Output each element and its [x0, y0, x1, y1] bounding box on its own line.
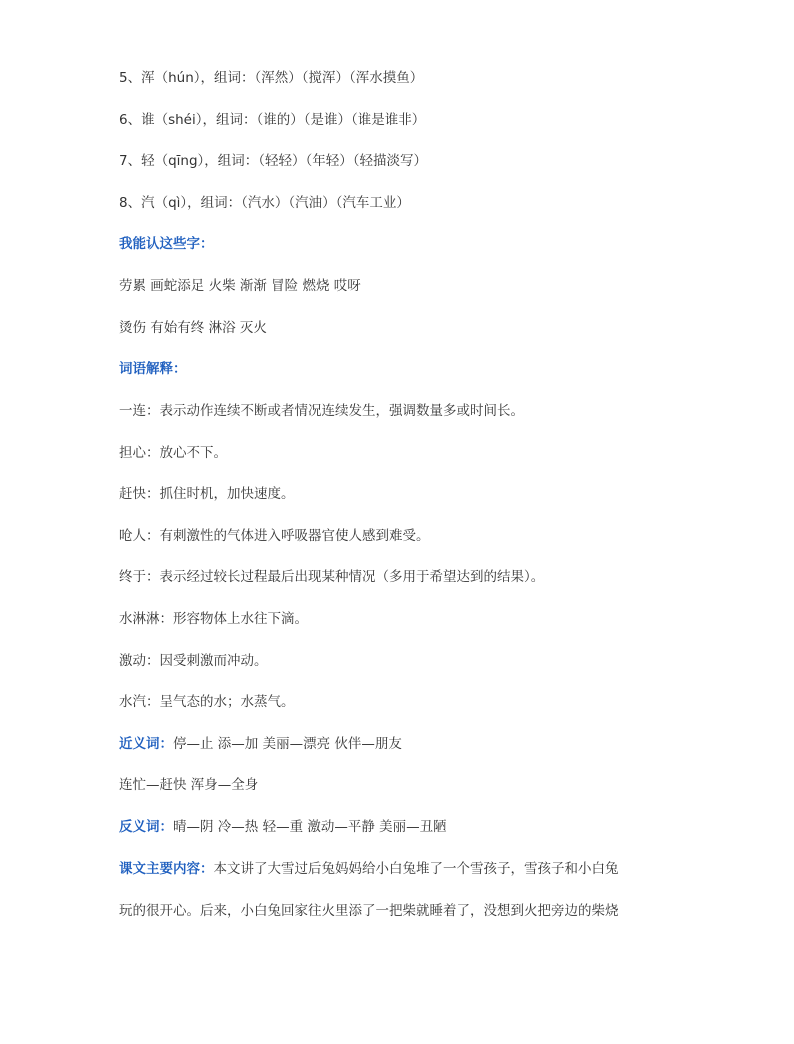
explain-heading: 词语解释： [119, 361, 187, 377]
vocab-line-5: 5、浑（hún），组词：（浑然）（搅浑）（浑水摸鱼） [119, 70, 424, 86]
explain-line: 水淋淋：形容物体上水往下滴。 [119, 611, 308, 627]
recognize-line: 劳累 画蛇添足 火柴 渐渐 冒险 燃烧 哎呀 [119, 278, 361, 294]
antonyms-text: 晴—阴 冷—热 轻—重 激动—平静 美丽—丑陋 [173, 819, 447, 835]
explain-line: 一连：表示动作连续不断或者情况连续发生，强调数量多或时间长。 [119, 403, 524, 419]
antonyms-label: 反义词： [119, 819, 173, 835]
vocab-line-6: 6、谁（shéi），组词：（谁的）（是谁）（谁是谁非） [119, 112, 426, 128]
synonyms-label: 近义词： [119, 736, 173, 752]
explain-line: 赶快：抓住时机，加快速度。 [119, 486, 295, 502]
recognize-heading: 我能认这些字： [119, 236, 214, 252]
synonyms-text: 停—止 添—加 美丽—漂亮 伙伴—朋友 [173, 736, 402, 752]
summary-label: 课文主要内容： [119, 861, 214, 877]
explain-line: 激动：因受刺激而冲动。 [119, 653, 268, 669]
synonyms-line [119, 734, 402, 754]
vocab-line-8: 8、汽（qì），组词：（汽水）（汽油）（汽车工业） [119, 195, 410, 211]
synonyms-line-2: 连忙—赶快 浑身—全身 [119, 777, 259, 793]
explain-line: 终于：表示经过较长过程最后出现某种情况（多用于希望达到的结果）。 [119, 569, 545, 585]
explain-line: 呛人：有刺激性的气体进入呼吸器官使人感到难受。 [119, 528, 430, 544]
summary-text: 本文讲了大雪过后兔妈妈给小白兔堆了一个雪孩子，雪孩子和小白兔 [213, 861, 619, 877]
vocab-line-7: 7、轻（qīng），组词：（轻轻）（年轻）（轻描淡写） [119, 153, 428, 169]
explain-line: 担心：放心不下。 [119, 445, 227, 461]
antonyms-line [119, 817, 447, 837]
summary-line [119, 859, 619, 879]
recognize-line: 烫伤 有始有终 淋浴 灭火 [119, 320, 267, 336]
summary-line-2: 玩的很开心。后来，小白兔回家往火里添了一把柴就睡着了，没想到火把旁边的柴烧 [119, 903, 619, 919]
explain-line: 水汽：呈气态的水；水蒸气。 [119, 694, 295, 710]
